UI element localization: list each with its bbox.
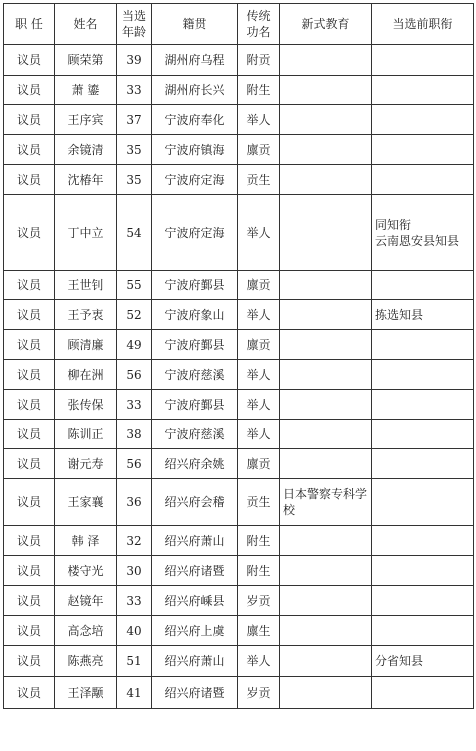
column-header-position: 职 任: [4, 4, 55, 45]
cell-native-place: 宁波府象山: [152, 300, 238, 330]
cell-modern-education: [280, 526, 372, 556]
cell-position: 议员: [4, 390, 55, 420]
header-row: [4, 4, 474, 45]
cell-position: 议员: [4, 135, 55, 165]
cell-name: 韩 泽: [55, 526, 117, 556]
table-row: [4, 360, 474, 390]
cell-name: 王世钊: [55, 271, 117, 300]
cell-age: 51: [117, 646, 152, 677]
cell-traditional-title: 附生: [238, 526, 280, 556]
column-header-prior-title: 当选前职衔: [372, 4, 474, 45]
cell-age: 32: [117, 526, 152, 556]
cell-modern-education: [280, 271, 372, 300]
cell-name: 沈椿年: [55, 165, 117, 195]
cell-traditional-title: 廪贡: [238, 135, 280, 165]
table-row: [4, 479, 474, 526]
column-header-modern-education: 新式教育: [280, 4, 372, 45]
cell-modern-education: [280, 330, 372, 360]
cell-modern-education: [280, 556, 372, 586]
cell-age: 39: [117, 45, 152, 76]
cell-name: 赵镜年: [55, 586, 117, 616]
cell-prior-title: [372, 586, 474, 616]
cell-traditional-title: 廪生: [238, 616, 280, 646]
cell-age: 56: [117, 360, 152, 390]
cell-native-place: 宁波府镇海: [152, 135, 238, 165]
cell-traditional-title: 举人: [238, 300, 280, 330]
cell-prior-title: [372, 45, 474, 76]
cell-prior-title: [372, 165, 474, 195]
cell-position: 议员: [4, 45, 55, 76]
cell-position: 议员: [4, 195, 55, 271]
cell-native-place: 宁波府定海: [152, 195, 238, 271]
cell-traditional-title: 贡生: [238, 479, 280, 526]
cell-age: 52: [117, 300, 152, 330]
cell-age: 35: [117, 165, 152, 195]
cell-native-place: 绍兴府萧山: [152, 646, 238, 677]
cell-position: 议员: [4, 586, 55, 616]
cell-name: 丁中立: [55, 195, 117, 271]
cell-prior-title: [372, 271, 474, 300]
cell-native-place: 绍兴府萧山: [152, 526, 238, 556]
cell-prior-title: [372, 360, 474, 390]
cell-modern-education: [280, 165, 372, 195]
cell-prior-title: [372, 105, 474, 135]
cell-traditional-title: 举人: [238, 195, 280, 271]
table-row: [4, 616, 474, 646]
cell-age: 56: [117, 449, 152, 479]
cell-prior-title: [372, 330, 474, 360]
cell-name: 柳在洲: [55, 360, 117, 390]
cell-modern-education: [280, 105, 372, 135]
cell-name: 顾清廉: [55, 330, 117, 360]
officials-table: [3, 3, 474, 709]
cell-modern-education: [280, 135, 372, 165]
cell-traditional-title: 廪贡: [238, 330, 280, 360]
cell-age: 30: [117, 556, 152, 586]
cell-traditional-title: 附生: [238, 76, 280, 105]
cell-native-place: 绍兴府嵊县: [152, 586, 238, 616]
table-row: [4, 76, 474, 105]
cell-traditional-title: 廪贡: [238, 449, 280, 479]
cell-position: 议员: [4, 165, 55, 195]
table-row: [4, 526, 474, 556]
cell-position: 议员: [4, 677, 55, 709]
cell-age: 38: [117, 420, 152, 449]
table-row: [4, 330, 474, 360]
cell-prior-title: [372, 677, 474, 709]
cell-native-place: 绍兴府会稽: [152, 479, 238, 526]
cell-name: 谢元寿: [55, 449, 117, 479]
cell-modern-education: [280, 677, 372, 709]
cell-name: 余镜清: [55, 135, 117, 165]
table-row: [4, 646, 474, 677]
table-body: [4, 45, 474, 709]
cell-position: 议员: [4, 105, 55, 135]
cell-native-place: 湖州府长兴: [152, 76, 238, 105]
table-row: [4, 105, 474, 135]
column-header-native-place: 籍贯: [152, 4, 238, 45]
cell-age: 36: [117, 479, 152, 526]
cell-native-place: 宁波府慈溪: [152, 420, 238, 449]
cell-name: 王予衷: [55, 300, 117, 330]
cell-prior-title: [372, 76, 474, 105]
cell-modern-education: [280, 390, 372, 420]
cell-traditional-title: 举人: [238, 105, 280, 135]
table-row: [4, 390, 474, 420]
cell-traditional-title: 举人: [238, 390, 280, 420]
table-row: [4, 195, 474, 271]
cell-age: 54: [117, 195, 152, 271]
cell-traditional-title: 廪贡: [238, 271, 280, 300]
table-row: [4, 271, 474, 300]
table-row: [4, 449, 474, 479]
table-row: [4, 300, 474, 330]
column-header-age: 当选 年龄: [117, 4, 152, 45]
column-header-name: 姓名: [55, 4, 117, 45]
cell-age: 35: [117, 135, 152, 165]
cell-age: 33: [117, 390, 152, 420]
cell-traditional-title: 举人: [238, 646, 280, 677]
cell-native-place: 宁波府鄞县: [152, 271, 238, 300]
cell-name: 陈燕亮: [55, 646, 117, 677]
cell-native-place: 绍兴府余姚: [152, 449, 238, 479]
cell-age: 55: [117, 271, 152, 300]
cell-position: 议员: [4, 360, 55, 390]
cell-position: 议员: [4, 420, 55, 449]
cell-native-place: 湖州府乌程: [152, 45, 238, 76]
table-row: [4, 165, 474, 195]
cell-native-place: 绍兴府上虞: [152, 616, 238, 646]
cell-age: 37: [117, 105, 152, 135]
cell-prior-title: [372, 449, 474, 479]
cell-modern-education: 日本警察专科学校: [280, 479, 372, 526]
cell-prior-title: [372, 135, 474, 165]
cell-traditional-title: 岁贡: [238, 677, 280, 709]
cell-prior-title: [372, 479, 474, 526]
cell-position: 议员: [4, 556, 55, 586]
cell-modern-education: [280, 45, 372, 76]
cell-prior-title: [372, 420, 474, 449]
cell-native-place: 绍兴府诸暨: [152, 556, 238, 586]
cell-name: 王泽颙: [55, 677, 117, 709]
cell-name: 陈训正: [55, 420, 117, 449]
cell-position: 议员: [4, 616, 55, 646]
cell-name: 张传保: [55, 390, 117, 420]
table-row: [4, 586, 474, 616]
cell-name: 楼守光: [55, 556, 117, 586]
cell-modern-education: [280, 586, 372, 616]
cell-position: 议员: [4, 76, 55, 105]
cell-native-place: 宁波府鄞县: [152, 390, 238, 420]
table-row: [4, 420, 474, 449]
cell-name: 王家襄: [55, 479, 117, 526]
table-row: [4, 556, 474, 586]
cell-age: 49: [117, 330, 152, 360]
cell-modern-education: [280, 360, 372, 390]
cell-modern-education: [280, 616, 372, 646]
cell-native-place: 宁波府定海: [152, 165, 238, 195]
cell-native-place: 宁波府慈溪: [152, 360, 238, 390]
cell-modern-education: [280, 646, 372, 677]
cell-name: 萧 鎏: [55, 76, 117, 105]
cell-prior-title: 同知衔 云南恩安县知县: [372, 195, 474, 271]
cell-prior-title: [372, 526, 474, 556]
cell-prior-title: [372, 616, 474, 646]
cell-traditional-title: 举人: [238, 420, 280, 449]
table-row: [4, 135, 474, 165]
cell-prior-title: [372, 390, 474, 420]
cell-age: 33: [117, 586, 152, 616]
cell-modern-education: [280, 420, 372, 449]
cell-native-place: 宁波府奉化: [152, 105, 238, 135]
cell-position: 议员: [4, 271, 55, 300]
cell-position: 议员: [4, 330, 55, 360]
cell-traditional-title: 贡生: [238, 165, 280, 195]
cell-name: 王序宾: [55, 105, 117, 135]
cell-position: 议员: [4, 526, 55, 556]
cell-prior-title: 拣选知县: [372, 300, 474, 330]
cell-modern-education: [280, 195, 372, 271]
cell-prior-title: 分省知县: [372, 646, 474, 677]
cell-native-place: 绍兴府诸暨: [152, 677, 238, 709]
cell-modern-education: [280, 300, 372, 330]
table-row: [4, 45, 474, 76]
cell-prior-title: [372, 556, 474, 586]
cell-name: 高念培: [55, 616, 117, 646]
cell-age: 33: [117, 76, 152, 105]
cell-position: 议员: [4, 300, 55, 330]
column-header-traditional-title: 传统 功名: [238, 4, 280, 45]
cell-name: 顾荣第: [55, 45, 117, 76]
cell-modern-education: [280, 449, 372, 479]
cell-position: 议员: [4, 449, 55, 479]
cell-traditional-title: 举人: [238, 360, 280, 390]
cell-age: 41: [117, 677, 152, 709]
cell-traditional-title: 岁贡: [238, 586, 280, 616]
cell-age: 40: [117, 616, 152, 646]
cell-modern-education: [280, 76, 372, 105]
cell-position: 议员: [4, 646, 55, 677]
cell-native-place: 宁波府鄞县: [152, 330, 238, 360]
cell-traditional-title: 附生: [238, 556, 280, 586]
cell-traditional-title: 附贡: [238, 45, 280, 76]
table-row: [4, 677, 474, 709]
cell-position: 议员: [4, 479, 55, 526]
